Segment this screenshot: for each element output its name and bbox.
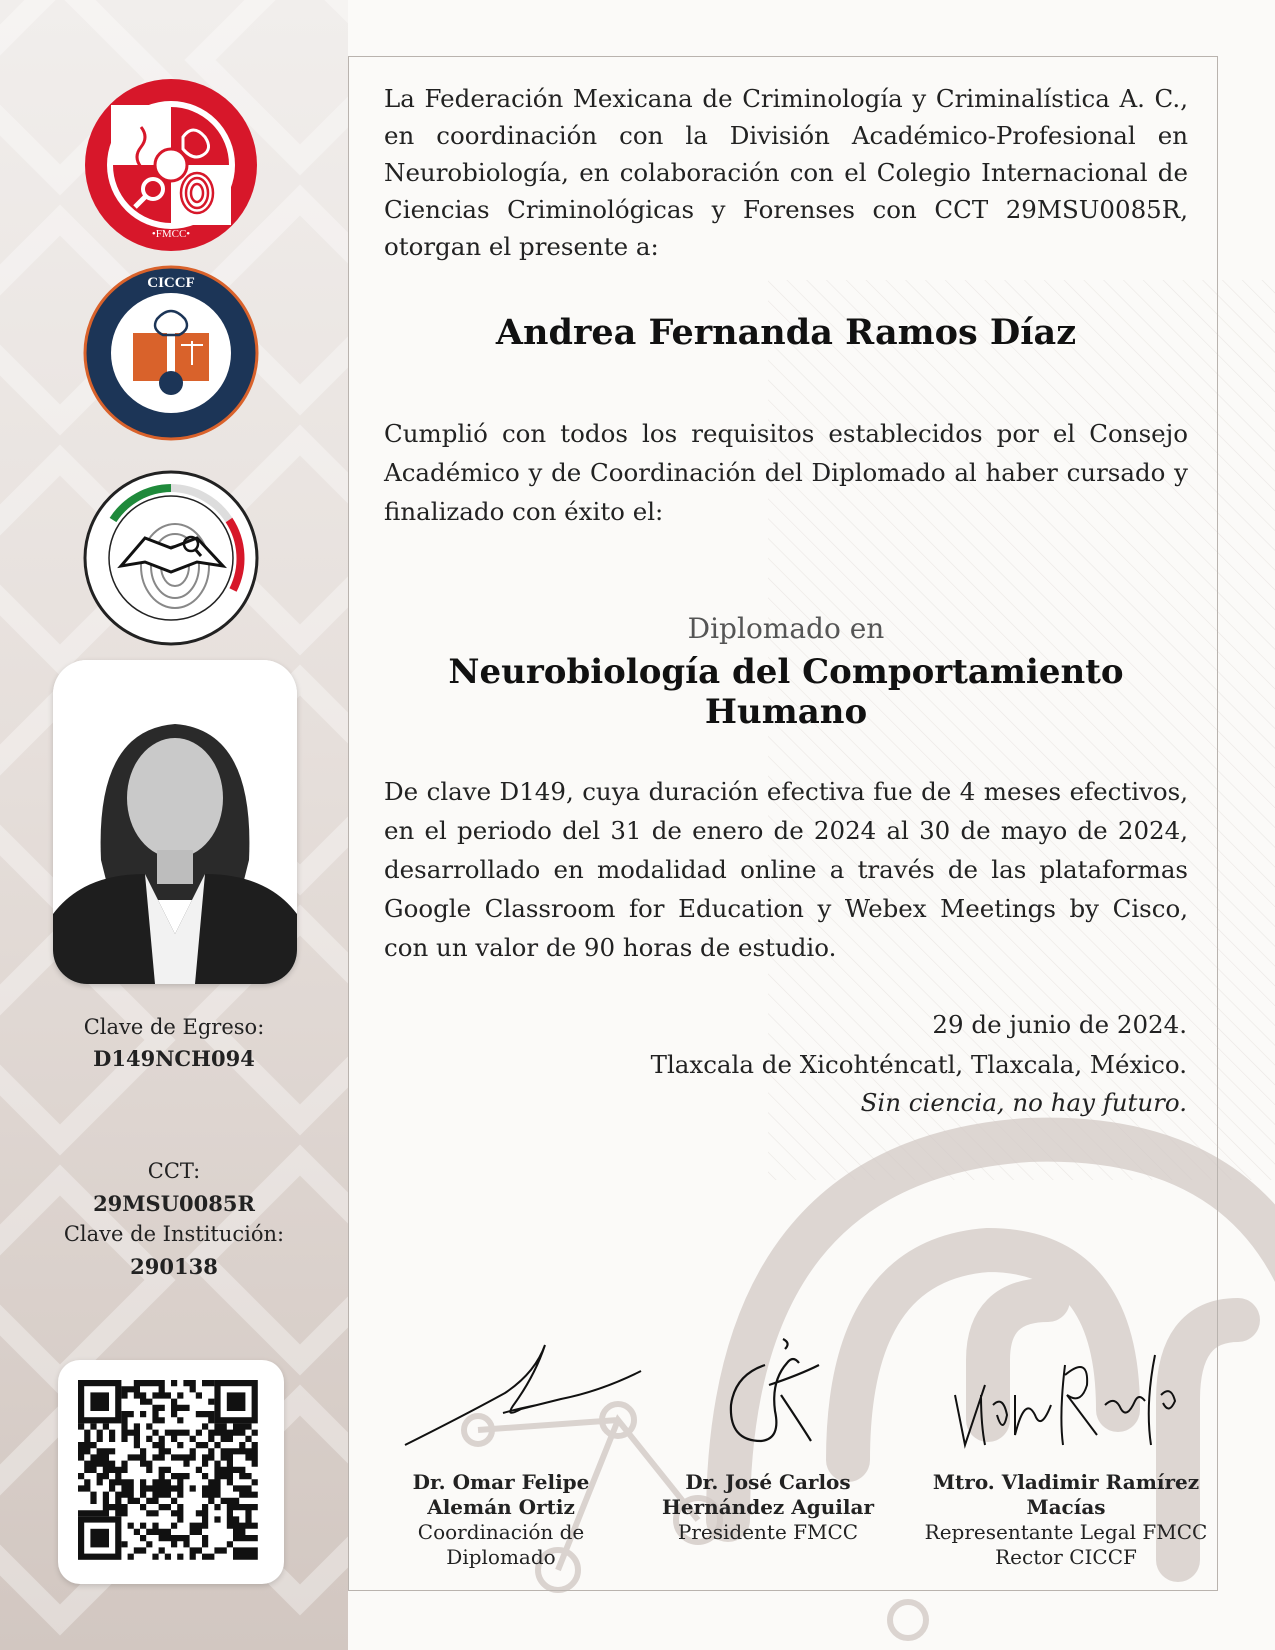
signer-role-line1: Representante Legal FMCC: [924, 1520, 1208, 1544]
institution-label: Clave de Institución:: [63, 1222, 285, 1246]
qr-code-graphic: [58, 1360, 284, 1584]
egreso-label: Clave de Egreso:: [83, 1015, 265, 1039]
qr-code[interactable]: [58, 1360, 284, 1584]
globe-icon: [159, 371, 183, 395]
fmcc-seal: [83, 77, 259, 253]
signer-name-line2: Hernández Aguilar: [662, 1495, 874, 1519]
student-portrait: [53, 660, 297, 984]
signer-role-line1: Coordinación de: [417, 1520, 585, 1544]
signature-omar-aleman: [395, 1335, 645, 1455]
recipient-name: Andrea Fernanda Ramos Díaz: [495, 312, 1077, 353]
diploma-title: Neurobiología del Comportamiento Humano: [448, 652, 1124, 732]
qr-finder-pattern: [81, 1520, 118, 1557]
qr-finder-pattern: [218, 1383, 255, 1420]
signer-name-line1: Dr. José Carlos: [685, 1470, 851, 1494]
svg-text:•FMCC•: •FMCC•: [151, 228, 191, 240]
issue-date: 29 de junio de 2024.: [932, 1010, 1187, 1039]
details-paragraph: De clave D149, cuya duración efectiva fue de 4 meses efectivos, en el periodo del 31 de enero de 2024 al 30 de mayo de 2024, desarrollado en modalidad online a través de las plataformas Google Classroom for Education y Webex Meetings by Cisco, con un valor de 90 horas de estudio.: [384, 777, 1188, 962]
cct-value: 29MSU0085R: [93, 1191, 255, 1216]
diploma-label: Diplomado en: [687, 612, 885, 645]
signer-role-line2: Diplomado: [446, 1545, 556, 1569]
motto: Sin ciencia, no hay futuro.: [860, 1088, 1187, 1117]
signer-name-line2: Macías: [1026, 1495, 1106, 1519]
qr-finder-pattern: [81, 1383, 118, 1420]
cct-label: CCT:: [147, 1159, 201, 1183]
ciccf-seal: [83, 265, 259, 441]
signature-vladimir-ramirez: [935, 1335, 1185, 1455]
svg-text:CICCF: CICCF: [147, 275, 195, 291]
academia-seal: [83, 470, 259, 646]
requirements-paragraph: Cumplió con todos los requisitos establecidos por el Consejo Académico y de Coordinación del Diplomado al haber cursado y finalizado con éxito el:: [384, 419, 1188, 526]
signer-jose-hernandez: [623, 1470, 913, 1545]
signer-omar-aleman: [356, 1470, 646, 1570]
student-photo: [53, 660, 297, 984]
egreso-value: D149NCH094: [93, 1046, 255, 1071]
signer-role-line1: Presidente FMCC: [677, 1520, 859, 1544]
signer-name-line1: Mtro. Vladimir Ramírez: [932, 1470, 1200, 1494]
intro-paragraph: La Federación Mexicana de Criminología y Criminalística A. C., en coordinación con la División Académico-Profesional en Neurobiología, en colaboración con el Colegio Internacional de Ciencias Criminológicas y Forenses con CCT 29MSU0085R, otorgan el presente a:: [384, 84, 1188, 261]
institution-value: 290138: [130, 1254, 218, 1279]
globe-icon: [155, 149, 187, 181]
signer-role-line2: Rector CICCF: [995, 1545, 1137, 1569]
signer-name-line1: Dr. Omar Felipe: [412, 1470, 590, 1494]
signature-jose-hernandez: [665, 1335, 915, 1455]
book-icon: [133, 333, 167, 381]
signer-vladimir-ramirez: [921, 1470, 1211, 1570]
signer-name-line2: Alemán Ortiz: [427, 1495, 575, 1519]
issue-place: Tlaxcala de Xicohténcatl, Tlaxcala, México.: [650, 1050, 1187, 1079]
